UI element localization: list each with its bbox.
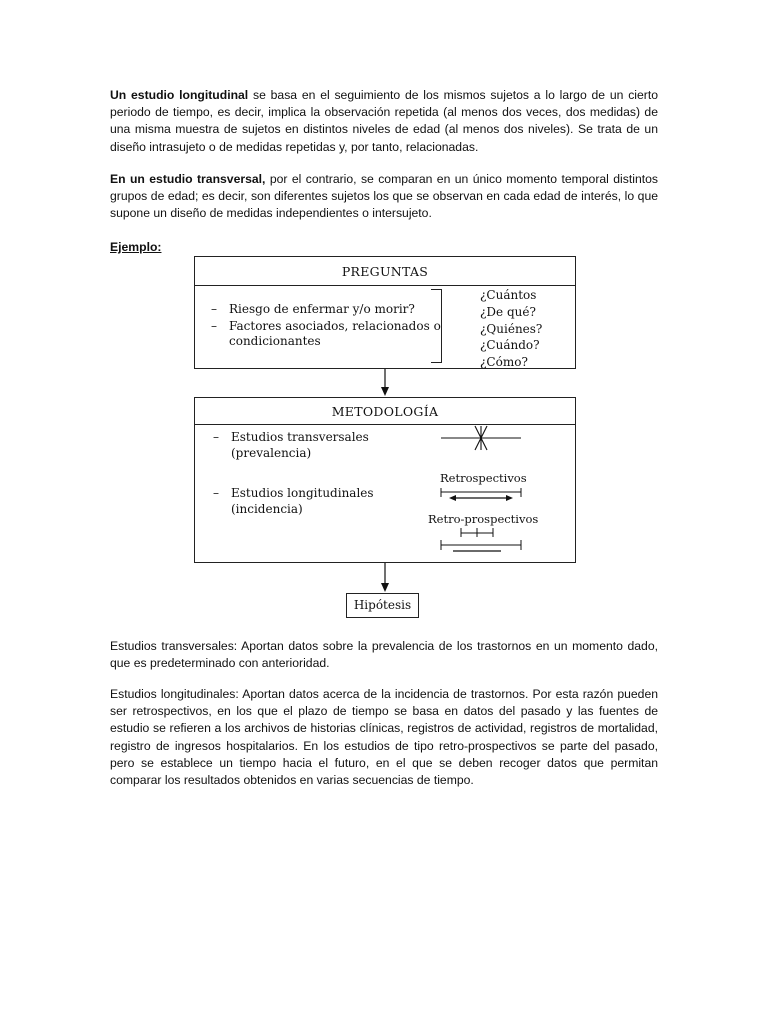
dash-marker: –	[211, 302, 217, 316]
preguntas-item-text: Riesgo de enfermar y/o morir?	[229, 302, 415, 316]
preguntas-title: PREGUNTAS	[341, 264, 429, 279]
question-item: ¿Quiénes?	[480, 321, 543, 336]
label-retro-prospectivos: Retro-prospectivos	[428, 512, 539, 526]
bracket-shape	[431, 289, 442, 363]
dash-marker: –	[213, 486, 219, 500]
cross-section-icon	[439, 424, 523, 454]
example-heading: Ejemplo:	[110, 240, 162, 254]
hipotesis-label: Hipótesis	[353, 598, 412, 612]
preguntas-box	[194, 256, 576, 369]
retrospective-timeline-icon	[439, 485, 523, 501]
paragraph-longitudinal	[110, 87, 658, 156]
arrow-down-icon	[378, 563, 392, 593]
preguntas-item-text: Factores asociados, relacionados o	[229, 319, 441, 333]
term-transversal: En un estudio transversal,	[110, 172, 266, 186]
arrow-down-icon	[378, 369, 392, 397]
question-item: ¿Cuándo?	[480, 338, 540, 353]
hipotesis-box	[346, 593, 419, 618]
preguntas-divider	[195, 285, 575, 286]
question-item: ¿Cuántos	[480, 288, 537, 302]
paragraph-transversal-text: por el contrario, se comparan en un único momento temporal distintos grupos de edad; es decir, son diferentes sujetos los que se observan en cada edad de interés, lo que supone un diseño de medidas independientes o intersujeto.	[110, 172, 658, 221]
dash-marker: –	[213, 430, 219, 444]
preguntas-item-text: condicionantes	[229, 334, 321, 348]
method-item-text: Estudios transversales	[231, 430, 369, 444]
question-item: ¿Cómo?	[480, 355, 528, 370]
paragraph-longitudinal-text: se basa en el seguimiento de los mismos sujetos a lo largo de un cierto periodo de tiempo, es decir, implica la observación repetida (al menos dos veces, dos medidas) de una misma muestra de sujetos en distintos niveles de edad (al menos dos niveles). Se trata de un diseño intrasujeto o de medidas repetidas y, por tanto, relacionadas.	[110, 88, 659, 154]
label-retrospectivos: Retrospectivos	[440, 471, 527, 485]
method-item-text: (incidencia)	[231, 502, 303, 516]
retro-prospective-timeline-icon	[439, 526, 523, 554]
method-item-text: (prevalencia)	[231, 446, 312, 460]
term-longitudinal: Un estudio longitudinal	[110, 88, 249, 102]
paragraph-transversal-summary: Estudios transversales: Aportan datos sobre la prevalencia de los trastornos en un momento dado, que es predeterminado con anterioridad.	[110, 639, 658, 671]
question-item: ¿De qué?	[480, 304, 536, 319]
metodologia-title: METODOLOGÍA	[331, 404, 439, 419]
dash-marker: –	[211, 319, 217, 333]
questions-list	[480, 287, 542, 371]
method-item-text: Estudios longitudinales	[231, 486, 374, 500]
paragraph-transversal	[110, 171, 658, 223]
metodologia-box	[194, 397, 576, 563]
paragraph-longitudinal-summary: Estudios longitudinales: Aportan datos acerca de la incidencia de trastornos. Por esta razón pueden ser retrospectivos, en los que el plazo de tiempo se basa en datos del pasado y las fuentes de estudio se refieren a los archivos de historias clínicas, registros de actividad, registros de mortalidad, registro de ingresos hospitalarios. En los estudios de tipo retro-prospectivos se parte del pasado, pero se establece un tiempo hacia el futuro, en el que se deben recoger datos que permitan comparar los resultados obtenidos en varias secuencias de tiempo.	[110, 687, 658, 788]
